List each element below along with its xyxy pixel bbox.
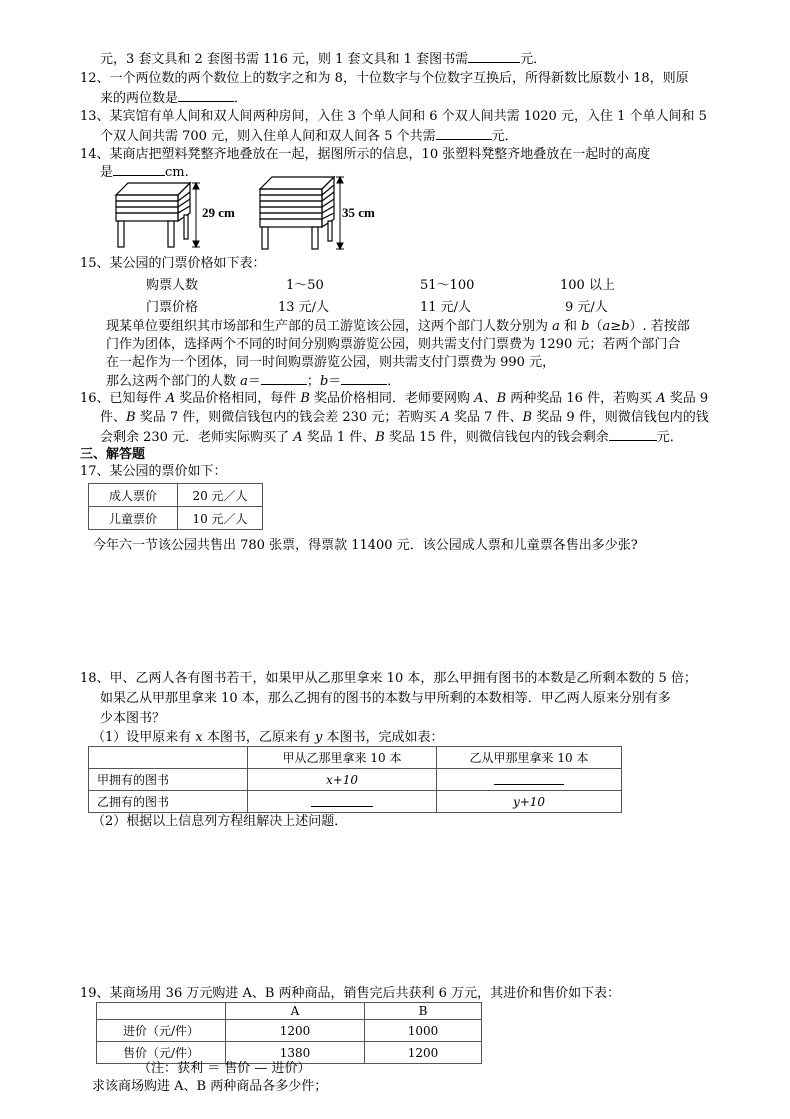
height-label-35cm: 35 cm bbox=[342, 205, 375, 220]
question-11-continuation: 元，3 套文具和 2 套图书需 116 元，则 1 套文具和 1 套图书需 元． bbox=[100, 52, 547, 67]
table-cell: 20 元／人 bbox=[178, 484, 263, 507]
price-row-1-label: 购票人数 bbox=[146, 278, 199, 293]
table-row bbox=[89, 484, 263, 507]
question-15-para-4: 那么这两个部门的人数 a＝ ；b＝ ． bbox=[106, 374, 401, 389]
answer-blank-a[interactable] bbox=[261, 372, 307, 385]
ticket-price-table bbox=[88, 483, 263, 530]
answer-blank-b[interactable] bbox=[341, 372, 387, 385]
question-18-line-2: 如果乙从甲那里拿来 10 本，那么乙拥有的图书的本数与甲所剩的本数相等．甲乙两人原来分别有多 bbox=[100, 691, 671, 706]
table-row-label: 甲拥有的图书 bbox=[89, 769, 248, 791]
question-16-line-1: 16、已知每件 A 奖品价格相同，每件 B 奖品价格相同．老师要网购 A、B 两种奖品 16 件，若购买 A 奖品 9 bbox=[80, 391, 709, 406]
section-heading: 三、解答题 bbox=[80, 447, 146, 462]
answer-blank[interactable] bbox=[609, 428, 657, 441]
table-row bbox=[89, 769, 622, 791]
table-cell: y+10 bbox=[437, 791, 622, 813]
question-12-line-2: 来的两位数是 ． bbox=[100, 91, 248, 106]
answer-blank[interactable] bbox=[468, 50, 520, 63]
q11-text: 元，3 套文具和 2 套图书需 116 元，则 1 套文具和 1 套图书需 bbox=[100, 52, 469, 67]
question-12-line-1: 12、一个两位数的两个数位上的数字之和为 8，十位数字与个位数字互换后，所得新数比原数小 18，则原 bbox=[80, 71, 689, 86]
table-row-label: 乙拥有的图书 bbox=[89, 791, 248, 813]
answer-blank[interactable] bbox=[436, 127, 492, 140]
question-14-line-1: 14、某商店把塑料凳整齐地叠放在一起，据图所示的信息，10 张塑料凳整齐地叠放在一起时的高度 bbox=[80, 147, 651, 162]
table-cell: 1380 bbox=[226, 1042, 365, 1064]
table-cell: 1200 bbox=[365, 1042, 482, 1064]
price-row-2-col-3: 9 元/人 bbox=[565, 300, 608, 315]
goods-price-table bbox=[96, 1002, 482, 1064]
table-row bbox=[89, 507, 263, 530]
table-cell: 成人票价 bbox=[89, 484, 178, 507]
question-13-line-2: 个双人间共需 700 元，则入住单人间和双人间各 5 个共需 元． bbox=[100, 129, 518, 144]
question-15-para-3: 在一起作为一个团体，同一时间购票游览公园，则共需支付门票费为 990 元， bbox=[106, 355, 556, 370]
table-cell: 1200 bbox=[226, 1020, 365, 1042]
question-15-para-2: 门作为团体，选择两个不同的时间分别购票游览公园，则共需支付门票费为 1290 元；若两个部门合 bbox=[106, 337, 681, 352]
price-row-2-label: 门票价格 bbox=[146, 300, 199, 315]
question-19-line-1: 19、某商场用 36 万元购进 A、B 两种商品，销售完后共获利 6 万元，其进价和售价如下表： bbox=[80, 986, 621, 1001]
table-cell bbox=[437, 769, 622, 791]
table-row bbox=[89, 791, 622, 813]
table-cell: 10 元／人 bbox=[178, 507, 263, 530]
question-18-sub-1: （1）设甲原来有 x 本图书，乙原来有 y 本图书，完成如表： bbox=[92, 730, 444, 745]
stool-stack-figure-2 bbox=[254, 175, 404, 255]
question-17-line-2: 今年六一节该公园共售出 780 张票，得票款 11400 元．该公园成人票和儿童票各售出多少张? bbox=[93, 538, 638, 553]
question-18-line-3: 少本图书？ bbox=[100, 711, 166, 726]
table-row-label: 进价（元/件） bbox=[97, 1020, 226, 1042]
question-19-note: （注：获利 ＝ 售价 — 进价） bbox=[138, 1061, 311, 1076]
answer-blank[interactable] bbox=[494, 772, 564, 785]
stool-stack-figure-1 bbox=[108, 177, 258, 255]
question-19-line-2: 求该商场购进 A、B 两种商品各多少件； bbox=[92, 1079, 328, 1094]
price-row-2-col-2: 11 元/人 bbox=[420, 300, 472, 315]
height-label-29cm: 29 cm bbox=[202, 205, 235, 220]
question-15-para-1: 现某单位要组织其市场部和生产部的员工游览该公园，这两个部门人数分别为 a 和 b（a≥b）. 若按部 bbox=[106, 319, 690, 334]
price-row-1-col-2: 51～100 bbox=[420, 278, 475, 293]
table-cell bbox=[89, 747, 248, 769]
table-cell bbox=[97, 1003, 226, 1020]
question-18-sub-2: （2）根据以上信息列方程组解决上述问题． bbox=[92, 814, 348, 829]
question-18-line-1: 18、甲、乙两人各有图书若干，如果甲从乙那里拿来 10 本，那么甲拥有图书的本数是乙所剩本数的 5 倍； bbox=[80, 671, 697, 686]
table-row bbox=[89, 747, 622, 769]
table-row-label: 售价（元/件） bbox=[97, 1042, 226, 1064]
question-14-line-2: 是 cm. bbox=[100, 165, 189, 180]
table-header: 甲从乙那里拿来 10 本 bbox=[248, 747, 437, 769]
question-16-line-2: 件、B 奖品 7 件，则微信钱包内的钱会差 230 元；若购买 A 奖品 7 件、B 奖品 9 件，则微信钱包内的钱 bbox=[100, 410, 709, 425]
table-cell: 儿童票价 bbox=[89, 507, 178, 530]
question-17-line-1: 17、某公园的票价如下： bbox=[80, 464, 227, 479]
price-row-1-col-3: 100 以上 bbox=[560, 278, 615, 293]
table-cell: 1000 bbox=[365, 1020, 482, 1042]
answer-blank[interactable] bbox=[178, 89, 234, 102]
books-table bbox=[88, 746, 622, 813]
question-13-line-1: 13、某宾馆有单人间和双人间两种房间，入住 3 个单人间和 6 个双人间共需 1020 元，入住 1 个单人间和 5 bbox=[80, 109, 707, 124]
answer-blank[interactable] bbox=[311, 794, 373, 807]
table-cell: x+10 bbox=[248, 769, 437, 791]
price-row-1-col-1: 1～50 bbox=[286, 278, 324, 293]
table-row bbox=[97, 1003, 482, 1020]
table-header: A bbox=[226, 1003, 365, 1020]
question-16-line-3: 会剩余 230 元．老师实际购买了 A 奖品 1 件、B 奖品 15 件，则微信钱包内的钱会剩余 元． bbox=[100, 430, 683, 445]
price-row-2-col-1: 13 元/人 bbox=[278, 300, 330, 315]
question-15-line-1: 15、某公园的门票价格如下表： bbox=[80, 256, 266, 271]
table-row bbox=[97, 1020, 482, 1042]
table-header: 乙从甲那里拿来 10 本 bbox=[437, 747, 622, 769]
table-cell bbox=[248, 791, 437, 813]
answer-blank[interactable] bbox=[113, 163, 165, 176]
table-header: B bbox=[365, 1003, 482, 1020]
